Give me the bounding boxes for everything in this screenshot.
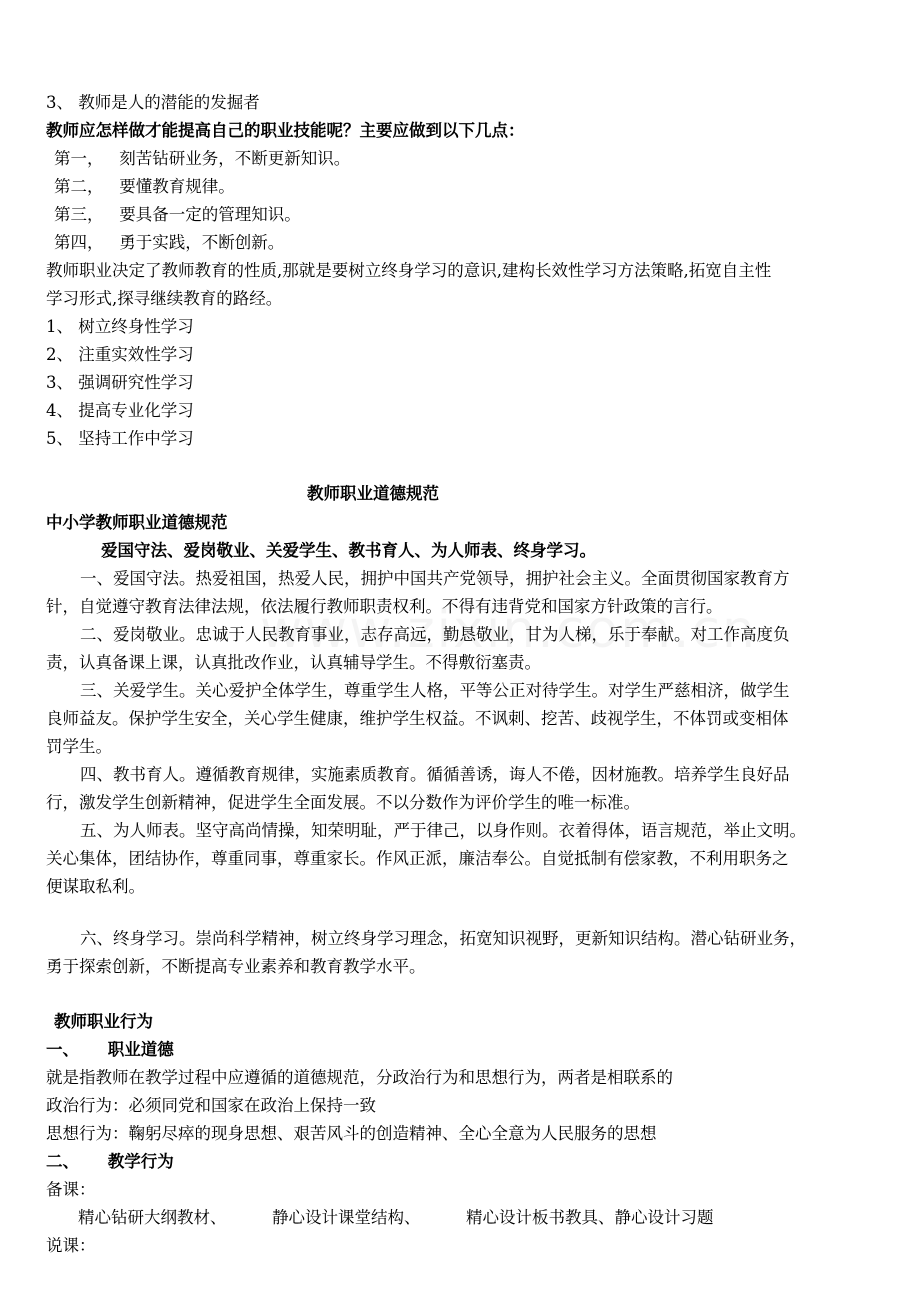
intro-question: 教师应怎样做才能提高自己的职业技能呢？主要应做到以下几点： [46,121,525,140]
ethics-subtitle: 中小学教师职业道德规范 [46,513,228,532]
list-item: 5、 坚持工作中学习 [46,429,194,448]
ethics-line: 良师益友。保护学生安全，关心学生健康，维护学生权益。不讽刺、挖苦、歧视学生，不体罚或变相体 [46,709,789,728]
ethics-line: 针，自觉遵守教育法律法规，依法履行教师职责权利。不得有违背党和国家方针政策的言行。 [46,597,723,616]
prep-item: 精心钻研大纲教材、 [78,1208,227,1227]
section-heading-1: 一、 职业道德 [46,1040,174,1059]
list-item: 2、 注重实效性学习 [46,345,194,364]
ethics-motto: 爱国守法、爱岗敬业、关爱学生、教书育人、为人师表、终身学习。 [101,541,596,560]
ethics-title: 教师职业道德规范 [307,484,439,503]
prep-items [78,1204,714,1232]
ethics-line: 便谋取私利。 [46,877,145,896]
ethics-line: 五、为人师表。坚守高尚情操，知荣明耻，严于律己，以身作则。衣着得体，语言规范，举止文明。 [80,821,806,840]
ethics-line: 责，认真备课上课，认真批改作业，认真辅导学生。不得敷衍塞责。 [46,653,541,672]
ethics-line: 一、爱国守法。热爱祖国，热爱人民，拥护中国共产党领导，拥护社会主义。全面贯彻国家教育方 [80,569,790,588]
intro-paragraph-line-2: 学习形式,探寻继续教育的路经。 [46,289,283,308]
behavior-title: 教师职业行为 [54,1012,153,1031]
point-2: 第二， 要懂教育规律。 [54,177,235,196]
point-3: 第三， 要具备一定的管理知识。 [54,205,301,224]
ethics-line: 三、关爱学生。关心爱护全体学生，尊重学生人格，平等公正对待学生。对学生严慈相济，做学生 [80,681,790,700]
thought-behavior: 思想行为：鞠躬尽瘁的现身思想、艰苦风斗的创造精神、全心全意为人民服务的思想 [46,1124,657,1143]
point-4: 第四， 勇于实践，不断创新。 [54,233,285,252]
section-1-definition: 就是指教师在教学过程中应遵循的道德规范，分政治行为和思想行为，两者是相联系的 [46,1068,673,1087]
section-heading-2: 二、 教学行为 [46,1152,174,1171]
intro-item-3: 3、 教师是人的潜能的发掘者 [46,93,260,112]
intro-paragraph-line-1: 教师职业决定了教师教育的性质,那就是要树立终身学习的意识,建构长效性学习方法策略,拓宽自主性 [46,261,772,280]
ethics-line: 行，激发学生创新精神，促进学生全面发展。不以分数作为评价学生的唯一标准。 [46,793,640,812]
ethics-line: 二、爱岗敬业。忠诚于人民教育事业，志存高远，勤恳敬业，甘为人梯，乐于奉献。对工作高度负 [80,625,790,644]
point-1: 第一， 刻苦钻研业务，不断更新知识。 [54,149,351,168]
lecture-label: 说课： [46,1236,96,1255]
prep-item: 精心设计板书教具、静心设计习题 [466,1208,714,1227]
list-item: 3、 强调研究性学习 [46,373,194,392]
political-behavior: 政治行为：必须同党和国家在政治上保持一致 [46,1096,376,1115]
ethics-line: 六、终身学习。崇尚科学精神，树立终身学习理念，拓宽知识视野，更新知识结构。潜心钻研业务， [80,929,806,948]
ethics-line: 勇于探索创新，不断提高专业素养和教育教学水平。 [46,957,426,976]
list-item: 1、 树立终身性学习 [46,317,194,336]
prep-item: 静心设计课堂结构、 [272,1208,421,1227]
list-item: 4、 提高专业化学习 [46,401,194,420]
ethics-line: 四、教书育人。遵循教育规律，实施素质教育。循循善诱，诲人不倦，因材施教。培养学生良好品 [80,765,790,784]
ethics-line: 罚学生。 [46,737,112,756]
prep-label: 备课： [46,1180,96,1199]
ethics-line: 关心集体，团结协作，尊重同事，尊重家长。作风正派，廉洁奉公。自觉抵制有偿家教，不利用职务之 [46,849,789,868]
